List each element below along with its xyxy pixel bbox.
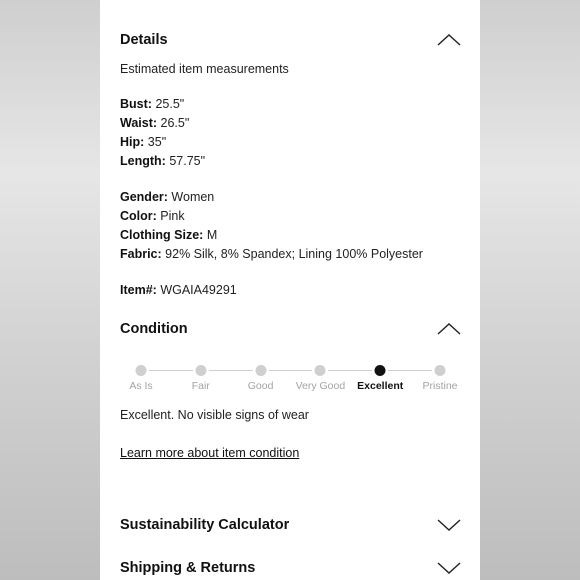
sustainability-header[interactable] — [120, 513, 462, 537]
sustainability-title: Sustainability Calculator — [120, 517, 290, 533]
measurement-hip: Hip: 35" — [120, 135, 167, 149]
attribute-size: Clothing Size: M — [120, 228, 218, 242]
product-info-panel — [100, 0, 480, 580]
attribute-color: Color: Pink — [120, 209, 185, 223]
shipping-header[interactable] — [120, 556, 462, 580]
condition-track-segment — [388, 370, 432, 371]
measurement-length: Length: 57.75" — [120, 154, 206, 168]
chevron-up-icon[interactable] — [436, 321, 462, 337]
condition-track-segment — [209, 370, 253, 371]
condition-track-segment — [149, 370, 193, 371]
details-header[interactable] — [120, 28, 462, 52]
background-right — [480, 0, 580, 580]
condition-title: Condition — [120, 321, 188, 337]
condition-label: Pristine — [422, 380, 458, 392]
learn-more-condition-link[interactable]: Learn more about item condition — [120, 446, 300, 460]
shipping-title: Shipping & Returns — [120, 560, 256, 576]
condition-label: Fair — [191, 380, 210, 392]
condition-dot — [435, 365, 446, 376]
condition-track-segment — [269, 370, 313, 371]
condition-label: Very Good — [295, 380, 346, 392]
attribute-gender: Gender: Women — [120, 190, 215, 204]
chevron-down-icon[interactable] — [436, 560, 462, 576]
condition-label: Good — [247, 380, 274, 392]
condition-dot — [375, 365, 386, 376]
measurement-waist: Waist: 26.5" — [120, 116, 190, 130]
condition-track-segment — [328, 370, 372, 371]
details-title: Details — [120, 32, 168, 48]
chevron-up-icon[interactable] — [436, 32, 462, 48]
chevron-down-icon[interactable] — [436, 517, 462, 533]
attribute-fabric: Fabric: 92% Silk, 8% Spandex; Lining 100% Polyester — [120, 247, 423, 261]
condition-header[interactable] — [120, 317, 462, 341]
condition-dot — [136, 365, 147, 376]
condition-label: Excellent — [357, 380, 404, 392]
condition-dot — [195, 365, 206, 376]
measurement-bust: Bust: 25.5" — [120, 97, 185, 111]
condition-description: Excellent. No visible signs of wear — [120, 408, 309, 422]
condition-scale — [120, 360, 462, 396]
condition-dot — [315, 365, 326, 376]
background-left — [0, 0, 100, 580]
condition-dot — [255, 365, 266, 376]
item-number: Item#: WGAIA49291 — [120, 283, 237, 297]
details-subtitle: Estimated item measurements — [120, 62, 289, 76]
condition-label: As Is — [129, 380, 153, 392]
